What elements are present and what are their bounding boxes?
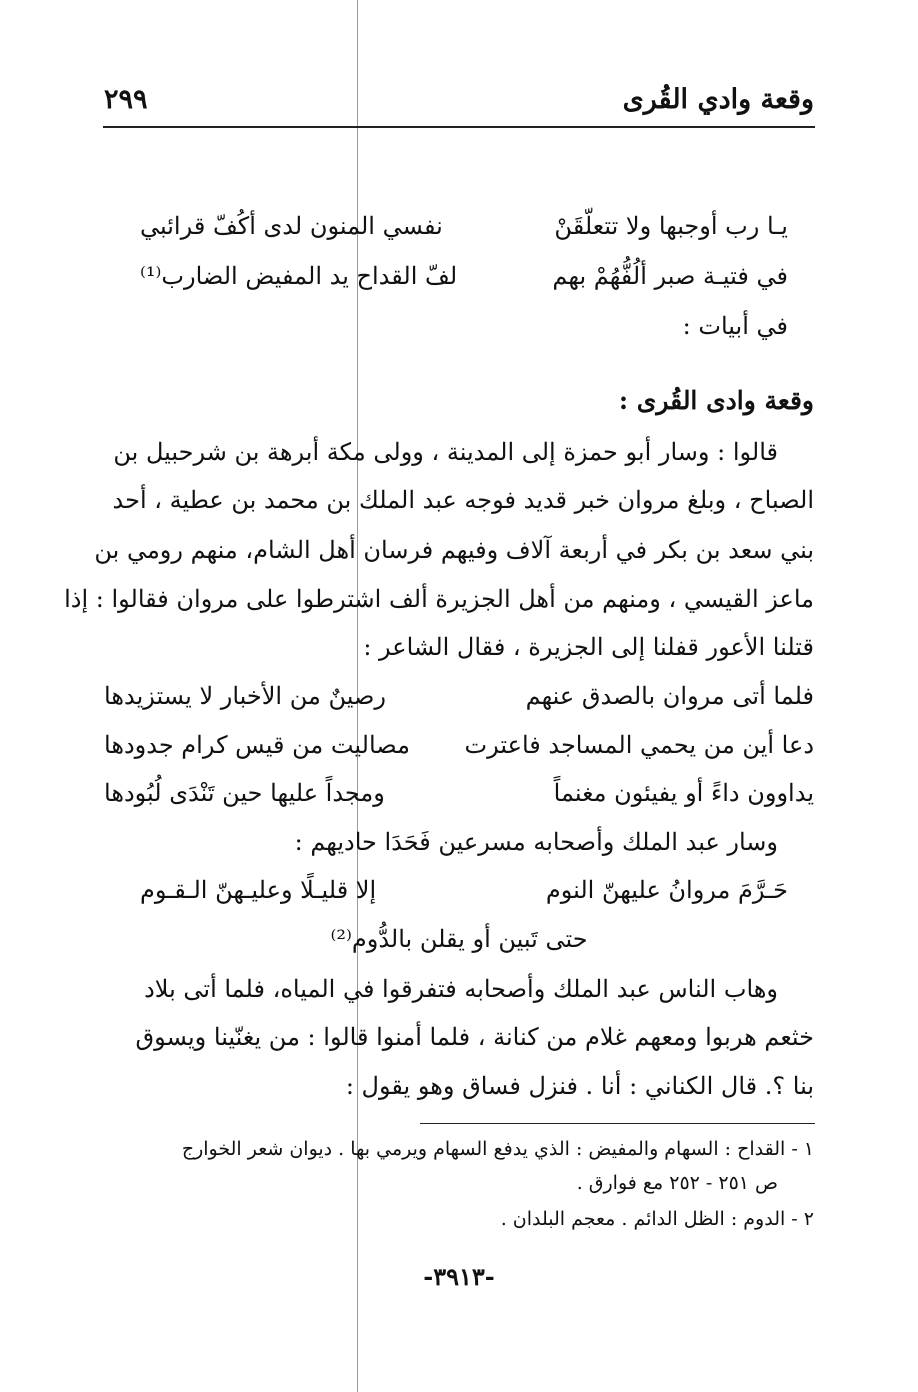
poem1-line2-hemistich-left: لفّ القداح يد المفيض الضارب⁽¹⁾ xyxy=(140,262,458,290)
footnote-2: ٢ - الدوم : الظل الدائم . معجم البلدان . xyxy=(500,1208,814,1230)
footer-number: -٣٩١٣- xyxy=(423,1262,495,1291)
poem2-line1-hemistich-right: فلما أتى مروان بالصدق عنهم xyxy=(525,682,814,710)
paragraph1-line: بني سعد بن بكر في أربعة آلاف وفيهم فرسان أهل الشام، منهم رومي بن xyxy=(94,536,814,564)
footnote-1-line2: ص ٢٥١ - ٢٥٢ مع فوارق . xyxy=(576,1172,778,1194)
narrative-line: وسار عبد الملك وأصحابه مسرعين فَحَدَا حاديهم : xyxy=(294,828,778,856)
poem2-line3-hemistich-left: ومجداً عليها حين تَنْدَى لُبُودها xyxy=(104,779,385,807)
poem2-line3-hemistich-right: يداوون داءً أو يفيئون مغنماً xyxy=(553,779,814,807)
paragraph2-line: وهاب الناس عبد الملك وأصحابه فتفرقوا في المياه، فلما أتى بلاد xyxy=(144,975,778,1003)
poem1-line1-hemistich-left: نفسي المنون لدى أكُفّ قرائبي xyxy=(140,212,443,240)
poem3-hemistich-right: حَـرَّمَ مروانُ عليهنّ النوم xyxy=(545,876,788,904)
page-number: ٢٩٩ xyxy=(104,84,148,115)
footnote-1-line1: ١ - القداح : السهام والمفيض : الذي يدفع السهام ويرمي بها . ديوان شعر الخوارج xyxy=(181,1138,814,1160)
section-heading: وقعة وادى القُرى : xyxy=(618,386,814,415)
intro-line: في أبيات : xyxy=(682,312,788,340)
running-header-title: وقعة وادي القُرى xyxy=(622,84,814,115)
paragraph2-line: خثعم هربوا ومعهم غلام من كنانة ، فلما أمنوا قالوا : من يغنّينا ويسوق xyxy=(135,1023,814,1051)
poem1-line1-hemistich-right: يـا رب أوجبها ولا تتعلّقَنْ xyxy=(554,212,788,240)
poem3-last-line: حتى تَبين أو يقلن بالدُّوم⁽²⁾ xyxy=(330,925,588,953)
paragraph1-line: قتلنا الأعور قفلنا إلى الجزيرة ، فقال الشاعر : xyxy=(363,633,814,661)
poem2-line2-hemistich-left: مصاليت من قيس كرام جدودها xyxy=(104,731,410,759)
paragraph1-line: قالوا : وسار أبو حمزة إلى المدينة ، وولى مكة أبرهة بن شرحبيل بن xyxy=(113,438,778,466)
header-rule xyxy=(103,126,815,128)
poem3-hemistich-left: إلا قليـلًا وعليـهنّ الـقـوم xyxy=(140,876,377,904)
poem2-line2-hemistich-right: دعا أين من يحمي المساجد فاعترت xyxy=(464,731,814,759)
poem1-line2-hemistich-right: في فتيـة صبر ألُفُّهُمْ بهم xyxy=(552,262,788,290)
paragraph1-line: الصباح ، وبلغ مروان خبر قديد فوجه عبد الملك بن محمد بن عطية ، أحد xyxy=(112,486,814,514)
paragraph2-line: بنا ؟. قال الكناني : أنا . فنزل فساق وهو يقول : xyxy=(345,1072,814,1100)
poem2-line1-hemistich-left: رصينٌ من الأخبار لا يستزيدها xyxy=(104,682,386,710)
paragraph1-line: ماعز القيسي ، ومنهم من أهل الجزيرة ألف اشترطوا على مروان فقالوا : إذا xyxy=(64,585,814,613)
footnote-rule xyxy=(420,1123,815,1124)
